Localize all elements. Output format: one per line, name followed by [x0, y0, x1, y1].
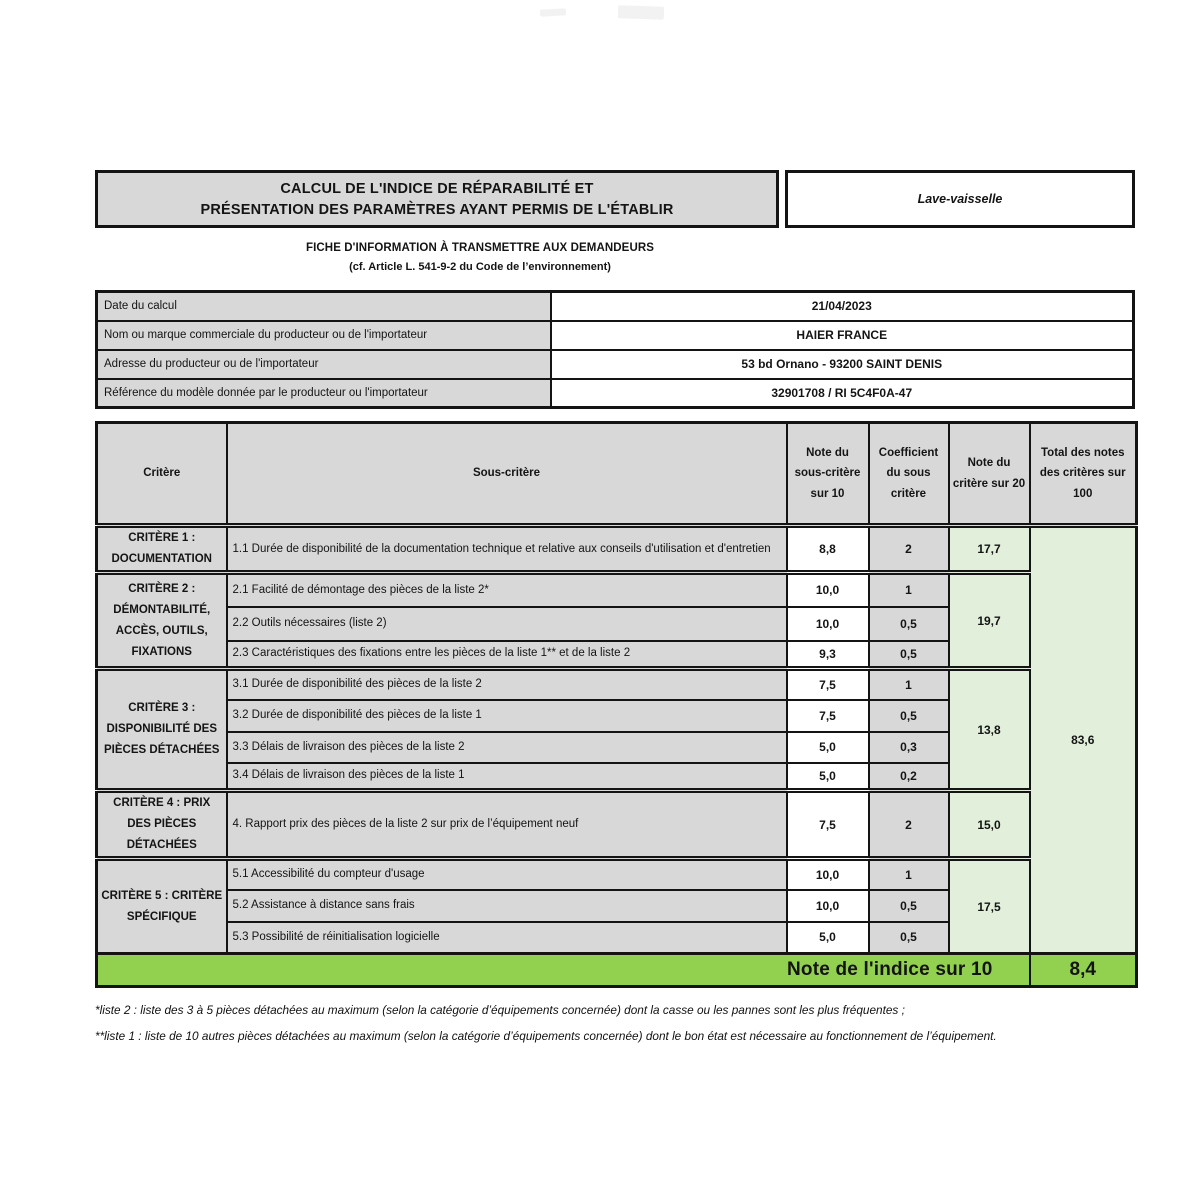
subcriterion-cell: 3.3 Délais de livraison des pièces de la liste 2 [227, 732, 787, 763]
coefficient-cell: 0,5 [869, 700, 949, 732]
footnotes [95, 997, 1135, 1049]
info-value: 21/04/2023 [551, 292, 1134, 321]
product-type-box [785, 170, 1135, 228]
footnote-liste-2: *liste 2 : liste des 3 à 5 pièces détachées au maximum (selon la catégorie d’équipements concernée) dont la casse ou les pannes sont les plus fréquentes ; [95, 1003, 905, 1017]
subcriterion-cell: 5.2 Assistance à distance sans frais [227, 890, 787, 922]
criterion-score-cell: 13,8 [949, 669, 1030, 791]
subtitle-block [95, 242, 865, 273]
subcriterion-score-cell: 5,0 [787, 732, 869, 763]
coefficient-cell: 0,5 [869, 922, 949, 954]
criterion-score-cell: 17,7 [949, 526, 1030, 573]
subcriterion-score-cell: 10,0 [787, 859, 869, 890]
subcriterion-score-cell: 5,0 [787, 763, 869, 791]
col-header-total: Total des notes des critères sur 100 [1030, 423, 1137, 526]
title-line-2: PRÉSENTATION DES PARAMÈTRES AYANT PERMIS DE L'ÉTABLIR [200, 201, 674, 218]
subcriterion-cell: 2.2 Outils nécessaires (liste 2) [227, 607, 787, 641]
info-row-producer-address [97, 350, 1134, 379]
table-row [97, 669, 1137, 700]
criterion-score-cell: 19,7 [949, 573, 1030, 669]
col-header-sous-critere: Sous-critère [227, 423, 787, 526]
final-score-label: Note de l'indice sur 10 [97, 954, 1030, 987]
title-block [95, 170, 1135, 228]
final-score-value: 8,4 [1030, 954, 1137, 987]
sheet-content [95, 0, 1135, 1049]
criteria-table [95, 421, 1138, 988]
subcriterion-cell: 3.4 Délais de livraison des pièces de la liste 1 [227, 763, 787, 791]
subtitle-line-1: FICHE D'INFORMATION À TRANSMETTRE AUX DEMANDEURS [305, 242, 655, 254]
info-label: Référence du modèle donnée par le producteur ou l'importateur [97, 379, 551, 408]
subcriterion-score-cell: 9,3 [787, 641, 869, 669]
subcriterion-cell: 1.1 Durée de disponibilité de la documentation technique et relative aux conseils d'utilisation et d'entretien [227, 526, 787, 573]
total-score-cell: 83,6 [1030, 526, 1137, 954]
coefficient-cell: 2 [869, 526, 949, 573]
coefficient-cell: 0,5 [869, 641, 949, 669]
table-row [97, 791, 1137, 859]
coefficient-cell: 1 [869, 669, 949, 700]
subcriterion-score-cell: 10,0 [787, 573, 869, 607]
info-label: Nom ou marque commerciale du producteur ou de l'importateur [97, 321, 551, 350]
criteria-header-row [97, 423, 1137, 526]
col-header-coefficient: Coefficient du sous critère [869, 423, 949, 526]
criterion-cell: CRITÈRE 3 : DISPONIBILITÉ DES PIÈCES DÉTACHÉES [97, 669, 227, 791]
coefficient-cell: 1 [869, 859, 949, 890]
subcriterion-score-cell: 10,0 [787, 890, 869, 922]
info-value: HAIER FRANCE [551, 321, 1134, 350]
info-value: 32901708 / RI 5C4F0A-47 [551, 379, 1134, 408]
criterion-cell: CRITÈRE 1 : DOCUMENTATION [97, 526, 227, 573]
document-title [95, 170, 779, 228]
subcriterion-cell: 3.1 Durée de disponibilité des pièces de la liste 2 [227, 669, 787, 700]
coefficient-cell: 0,3 [869, 732, 949, 763]
coefficient-cell: 0,2 [869, 763, 949, 791]
subcriterion-score-cell: 7,5 [787, 669, 869, 700]
criterion-cell: CRITÈRE 5 : CRITÈRE SPÉCIFIQUE [97, 859, 227, 954]
title-line-1: CALCUL DE L'INDICE DE RÉPARABILITÉ ET [280, 180, 594, 197]
coefficient-cell: 2 [869, 791, 949, 859]
info-row-model-reference [97, 379, 1134, 408]
subcriterion-score-cell: 5,0 [787, 922, 869, 954]
subtitle-line-2: (cf. Article L. 541-9-2 du Code de l’environnement) [349, 261, 611, 273]
subcriterion-score-cell: 7,5 [787, 791, 869, 859]
subcriterion-cell: 2.3 Caractéristiques des fixations entre les pièces de la liste 1** et de la liste 2 [227, 641, 787, 669]
criterion-cell: CRITÈRE 4 : PRIX DES PIÈCES DÉTACHÉES [97, 791, 227, 859]
product-type: Lave-vaisselle [917, 192, 1003, 206]
coefficient-cell: 0,5 [869, 890, 949, 922]
subcriterion-score-cell: 10,0 [787, 607, 869, 641]
table-row [97, 859, 1137, 890]
info-row-date [97, 292, 1134, 321]
subcriterion-cell: 5.1 Accessibilité du compteur d'usage [227, 859, 787, 890]
table-row [97, 573, 1137, 607]
info-row-producer-name [97, 321, 1134, 350]
subcriterion-cell: 4. Rapport prix des pièces de la liste 2 sur prix de l’équipement neuf [227, 791, 787, 859]
subcriterion-cell: 5.3 Possibilité de réinitialisation logicielle [227, 922, 787, 954]
info-label: Adresse du producteur ou de l'importateur [97, 350, 551, 379]
subcriterion-cell: 3.2 Durée de disponibilité des pièces de la liste 1 [227, 700, 787, 732]
coefficient-cell: 0,5 [869, 607, 949, 641]
subcriterion-score-cell: 7,5 [787, 700, 869, 732]
coefficient-cell: 1 [869, 573, 949, 607]
final-score-row [97, 954, 1137, 987]
col-header-note-sous-critere: Note du sous-critère sur 10 [787, 423, 869, 526]
col-header-critere: Critère [97, 423, 227, 526]
subcriterion-cell: 2.1 Facilité de démontage des pièces de la liste 2* [227, 573, 787, 607]
footnote-liste-1: **liste 1 : liste de 10 autres pièces détachées au maximum (selon la catégorie d’équipements concernée) dont le bon état est nécessaire au fonctionnement de l’équipement. [95, 1029, 997, 1043]
criterion-cell: CRITÈRE 2 : DÉMONTABILITÉ, ACCÈS, OUTILS, FIXATIONS [97, 573, 227, 669]
criterion-score-cell: 15,0 [949, 791, 1030, 859]
info-label: Date du calcul [97, 292, 551, 321]
info-value: 53 bd Ornano - 93200 SAINT DENIS [551, 350, 1134, 379]
table-row [97, 526, 1137, 573]
subcriterion-score-cell: 8,8 [787, 526, 869, 573]
producer-info-table [95, 290, 1135, 409]
col-header-note-critere: Note du critère sur 20 [949, 423, 1030, 526]
criterion-score-cell: 17,5 [949, 859, 1030, 954]
